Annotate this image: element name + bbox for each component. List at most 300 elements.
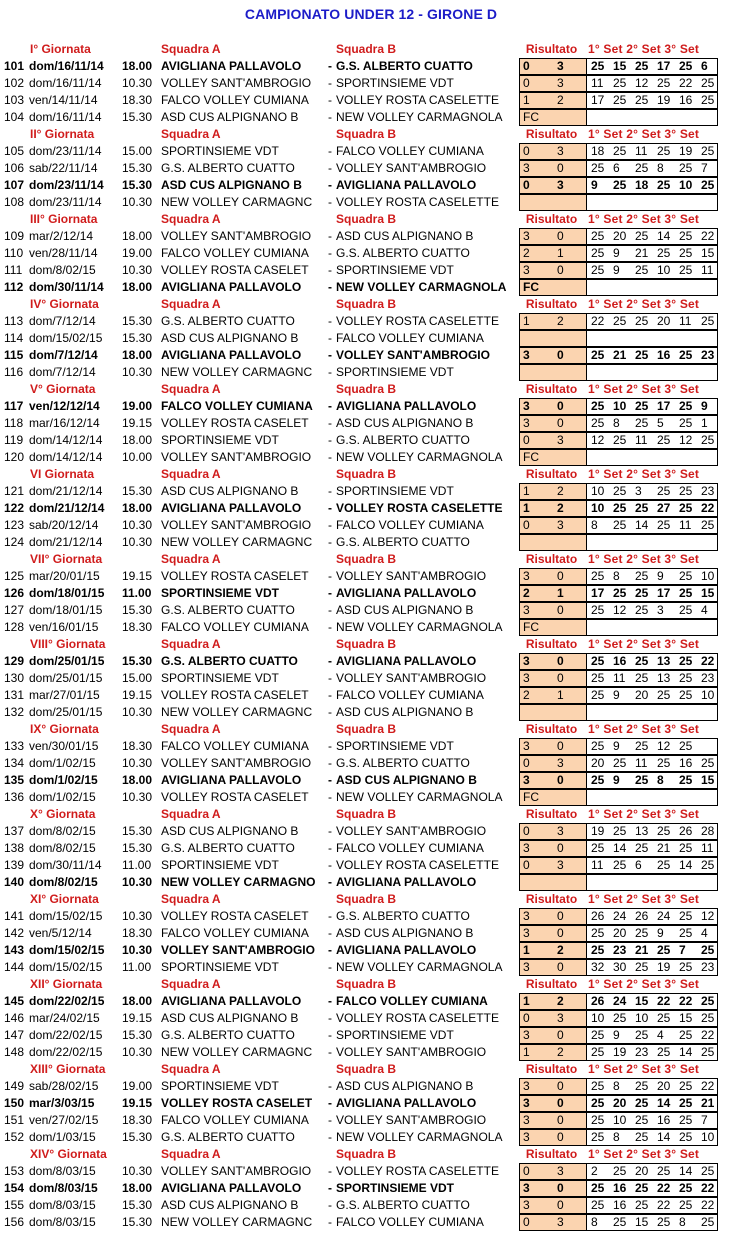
match-number: 118 [4,416,24,430]
set-score: 25 [591,246,605,260]
match-number: 146 [4,1011,25,1025]
match-date: dom/23/11/14 [29,178,104,192]
separator: - [328,824,332,838]
column-header-team-a: Squadra A [161,127,221,141]
set-score: 22 [701,1028,715,1042]
separator: - [328,263,332,277]
set-score: 25 [635,671,649,685]
match-number: 139 [4,858,25,872]
match-date: dom/30/11/14 [29,858,102,872]
match-number: 134 [4,756,25,770]
match-date: dom/8/03/15 [29,1181,98,1195]
match-number: 125 [4,569,25,583]
set-score: 10 [591,484,605,498]
set-score: 25 [657,858,671,872]
match-date: dom/21/12/14 [29,484,103,498]
match-date: sab/20/12/14 [29,518,99,532]
set-score: 3 [657,603,664,617]
column-header-team-a: Squadra A [161,382,221,396]
set-scores [586,279,718,296]
column-header-sets: 1° Set 2° Set 3° Set [588,467,700,481]
column-header-team-a: Squadra A [161,42,221,56]
team-a: VOLLEY ROSTA CASELET [161,909,309,923]
set-score: 25 [635,1028,649,1042]
set-score: 26 [635,909,649,923]
match-time: 10.30 [122,909,153,923]
set-score: 25 [591,1130,605,1144]
match-number: 114 [4,331,24,345]
set-score: 25 [679,603,693,617]
set-score: 25 [657,178,671,192]
team-a: ASD CUS ALPIGNANO B [161,824,299,838]
result-home: 0 [523,756,530,770]
result-home: 3 [523,1096,530,1110]
set-score: 26 [591,909,605,923]
set-score: 9 [657,569,664,583]
set-score: 22 [679,994,693,1008]
team-a: VOLLEY SANT'AMBROGIO [161,756,312,770]
team-a: VOLLEY SANT'AMBROGIO [161,76,312,90]
set-score: 22 [591,314,605,328]
set-score: 6 [635,858,642,872]
match-number: 113 [4,314,24,328]
match-time: 15.30 [122,331,153,345]
team-a: SPORTINSIEME VDT [161,586,280,600]
separator: - [328,654,332,668]
set-score: 25 [679,246,693,260]
set-score: 4 [701,926,708,940]
set-score: 25 [657,76,671,90]
team-b: VOLLEY SANT'AMBROGIO [336,1045,487,1059]
set-scores [586,330,718,347]
set-score: 15 [701,246,715,260]
result-cell [519,925,587,942]
column-header-team-a: Squadra A [161,297,221,311]
set-scores [586,398,718,415]
set-score: 25 [701,433,715,447]
set-score: 24 [657,909,671,923]
result-cell [519,1095,587,1112]
match-number: 142 [4,926,25,940]
set-scores [586,823,718,840]
set-score: 17 [591,93,605,107]
result-cell [519,109,587,126]
match-date: ven/28/11/14 [29,246,98,260]
set-score: 25 [679,161,693,175]
set-score: 25 [591,1079,605,1093]
team-b: NEW VOLLEY CARMAGNOLA [336,450,503,464]
set-score: 25 [679,586,693,600]
result-home: 0 [523,178,530,192]
set-scores [586,1214,718,1231]
set-scores [586,1180,718,1197]
set-score: 11 [635,433,648,447]
team-b: ASD CUS ALPIGNANO B [336,603,474,617]
separator: - [328,620,332,634]
match-time: 18.30 [122,926,153,940]
column-header-result: Risultato [525,1062,578,1076]
set-score: 25 [613,433,627,447]
set-score: 25 [635,926,649,940]
result-away: 3 [557,518,564,532]
match-number: 152 [4,1130,25,1144]
match-time: 19.00 [122,399,153,413]
set-scores [586,1095,718,1112]
result-cell [519,823,587,840]
separator: - [328,535,332,549]
set-score: 10 [701,688,715,702]
set-score: 8 [591,1215,598,1229]
set-score: 14 [657,229,671,243]
match-time: 15.30 [122,178,153,192]
set-score: 25 [613,76,627,90]
set-score: 25 [591,773,605,787]
set-score: 8 [591,518,598,532]
team-b: FALCO VOLLEY CUMIANA [336,688,484,702]
result-away: 1 [557,246,564,260]
team-b: VOLLEY ROSTA CASELETTE [336,858,499,872]
team-a: AVIGLIANA PALLAVOLO [161,501,302,515]
set-score: 16 [613,1198,627,1212]
separator: - [328,841,332,855]
set-scores [586,687,718,704]
set-score: 28 [701,824,715,838]
match-date: dom/23/11/14 [29,195,102,209]
set-scores [586,1078,718,1095]
team-a: SPORTINSIEME VDT [161,144,279,158]
result-home: 0 [523,144,530,158]
team-b: G.S. ALBERTO CUATTO [336,756,470,770]
set-score: 25 [635,1181,649,1195]
set-score: 25 [701,178,715,192]
set-score: 24 [613,994,627,1008]
set-score: 25 [591,1028,605,1042]
column-header-team-b: Squadra B [336,977,397,991]
result-away: 0 [557,416,564,430]
set-score: 23 [701,671,715,685]
result-away: 3 [557,76,564,90]
set-scores [586,653,718,670]
separator: - [328,314,332,328]
result-cell [519,959,587,976]
set-score: 14 [679,1164,693,1178]
set-score: 21 [635,246,649,260]
round-title: X° Giornata [30,807,96,821]
result-away: 2 [557,943,564,957]
result-cell [519,1044,587,1061]
set-score: 25 [701,1164,715,1178]
set-score: 23 [701,484,715,498]
team-a: VOLLEY SANT'AMBROGIO [161,518,312,532]
set-scores [586,993,718,1010]
team-a: ASD CUS ALPIGNANO B [161,110,299,124]
match-time: 15.30 [122,1198,153,1212]
set-score: 22 [657,1198,671,1212]
team-b: G.S. ALBERTO CUATTO [336,59,473,73]
set-score: 25 [591,569,605,583]
result-away: 0 [557,263,564,277]
match-date: dom/22/02/15 [29,994,105,1008]
set-score: 25 [657,1215,671,1229]
column-header-result: Risultato [525,637,578,651]
set-score: 25 [635,1130,649,1144]
match-number: 116 [4,365,24,379]
set-scores [586,415,718,432]
match-time: 19.00 [122,1079,153,1093]
separator: - [328,348,332,362]
match-date: dom/18/01/15 [29,586,105,600]
set-score: 25 [635,569,649,583]
set-score: 23 [701,960,715,974]
column-header-team-b: Squadra B [336,212,397,226]
set-score: 25 [679,1079,693,1093]
set-score: 11 [635,144,648,158]
set-score: 25 [613,756,627,770]
separator: - [328,93,332,107]
match-number: 150 [4,1096,25,1110]
match-date: mar/27/01/15 [29,688,100,702]
match-date: dom/25/01/15 [29,671,103,685]
match-time: 15.30 [122,841,153,855]
match-time: 15.00 [122,144,153,158]
result-cell [519,313,587,330]
set-score: 8 [613,1079,620,1093]
set-score: 25 [679,1198,693,1212]
set-score: 19 [657,93,671,107]
match-date: dom/16/11/14 [29,59,104,73]
set-score: 25 [679,348,693,362]
result-home: 2 [523,246,530,260]
set-score: 30 [613,960,627,974]
result-away: 3 [557,1164,564,1178]
team-a: G.S. ALBERTO CUATTO [161,1028,295,1042]
match-date: ven/27/02/15 [29,1113,99,1127]
separator: - [328,586,332,600]
team-b: SPORTINSIEME VDT [336,1028,454,1042]
set-score: 20 [591,756,605,770]
set-score: 12 [591,433,605,447]
set-score: 25 [679,739,693,753]
match-time: 19.15 [122,688,153,702]
result-away: 3 [557,144,564,158]
set-score: 26 [679,824,693,838]
match-time: 18.00 [122,994,153,1008]
set-score: 25 [635,739,649,753]
column-header-sets: 1° Set 2° Set 3° Set [588,1147,700,1161]
separator: - [328,110,332,124]
set-scores [586,704,718,721]
team-a: AVIGLIANA PALLAVOLO [161,1181,302,1195]
result-away: 0 [557,569,564,583]
round-title: XIV° Giornata [30,1147,107,1161]
result-home: 2 [523,688,530,702]
set-score: 25 [679,671,693,685]
separator: - [328,484,332,498]
match-time: 15.30 [122,110,153,124]
result-away: 0 [557,161,564,175]
match-time: 10.30 [122,263,153,277]
result-cell [519,942,587,959]
match-number: 108 [4,195,25,209]
result-away: 2 [557,994,564,1008]
result-home: FC [523,450,539,464]
column-header-team-a: Squadra A [161,977,221,991]
set-score: 25 [701,1215,715,1229]
set-scores [586,432,718,449]
round-title: III° Giornata [30,212,98,226]
result-away: 0 [557,348,564,362]
column-header-team-a: Squadra A [161,637,221,651]
result-away: 0 [557,1028,564,1042]
set-score: 32 [591,960,605,974]
result-cell [519,619,587,636]
team-b: SPORTINSIEME VDT [336,739,454,753]
separator: - [328,1045,332,1059]
set-scores [586,670,718,687]
match-date: mar/3/03/15 [29,1096,95,1110]
separator: - [328,569,332,583]
match-time: 18.30 [122,93,153,107]
set-score: 25 [679,569,693,583]
result-cell [519,857,587,874]
team-a: NEW VOLLEY CARMAGNC [161,1215,313,1229]
result-cell [519,194,587,211]
match-date: dom/15/02/15 [29,943,105,957]
result-away: 2 [557,314,564,328]
match-number: 147 [4,1028,25,1042]
separator: - [328,1198,332,1212]
result-cell [519,874,587,891]
separator: - [328,688,332,702]
team-b: VOLLEY SANT'AMBROGIO [336,671,487,685]
set-score: 13 [657,671,671,685]
set-score: 8 [613,569,620,583]
set-scores [586,364,718,381]
result-away: 2 [557,501,564,515]
result-home: 3 [523,1181,530,1195]
match-date: ven/5/12/14 [29,926,92,940]
set-score: 6 [701,59,708,73]
team-a: VOLLEY ROSTA CASELET [161,263,309,277]
separator: - [328,790,332,804]
team-a: FALCO VOLLEY CUMIANA [161,926,309,940]
set-scores [586,738,718,755]
set-score: 15 [613,59,627,73]
set-score: 15 [679,1011,693,1025]
set-score: 20 [635,1164,649,1178]
match-time: 11.00 [122,858,152,872]
separator: - [328,1130,332,1144]
column-header-sets: 1° Set 2° Set 3° Set [588,127,700,141]
set-score: 25 [679,59,693,73]
result-home: FC [523,280,539,294]
set-scores [586,1129,718,1146]
match-time: 18.00 [122,59,153,73]
match-date: dom/21/12/14 [29,535,103,549]
team-a: NEW VOLLEY CARMAGNO [161,875,316,889]
team-b: ASD CUS ALPIGNANO B [336,705,474,719]
result-home: 0 [523,1011,530,1025]
team-a: ASD CUS ALPIGNANO B [161,178,302,192]
set-scores [586,568,718,585]
team-b: G.S. ALBERTO CUATTO [336,535,470,549]
result-cell [519,330,587,347]
separator: - [328,603,332,617]
column-header-result: Risultato [525,807,578,821]
match-time: 19.15 [122,1011,153,1025]
team-a: G.S. ALBERTO CUATTO [161,161,295,175]
match-number: 126 [4,586,25,600]
result-cell [519,772,587,789]
result-cell [519,1129,587,1146]
match-number: 110 [4,246,24,260]
team-a: VOLLEY SANT'AMBROGIO [161,229,312,243]
match-date: dom/16/11/14 [29,76,102,90]
match-date: dom/1/02/15 [29,756,96,770]
set-score: 10 [591,1011,605,1025]
set-score: 17 [657,59,671,73]
set-score: 23 [613,943,627,957]
set-score: 12 [613,603,627,617]
result-home: 3 [523,926,530,940]
match-time: 18.00 [122,348,153,362]
set-score: 25 [591,59,605,73]
column-header-team-b: Squadra B [336,637,397,651]
column-header-team-b: Squadra B [336,892,397,906]
separator: - [328,858,332,872]
set-score: 11 [591,76,604,90]
result-home: 3 [523,671,530,685]
set-score: 25 [657,943,671,957]
round-title: XIII° Giornata [30,1062,106,1076]
team-b: VOLLEY ROSTA CASELETTE [336,1011,499,1025]
set-score: 25 [635,314,649,328]
set-score: 25 [701,994,715,1008]
result-cell [519,398,587,415]
set-scores [586,347,718,364]
result-away: 0 [557,1181,564,1195]
set-scores [586,874,718,891]
round-title: IX° Giornata [30,722,99,736]
set-score: 25 [679,1028,693,1042]
match-date: ven/14/11/14 [29,93,98,107]
set-scores [586,959,718,976]
set-score: 24 [613,909,627,923]
column-header-sets: 1° Set 2° Set 3° Set [588,1062,700,1076]
set-score: 2 [591,1164,598,1178]
result-cell [519,1197,587,1214]
team-b: VOLLEY SANT'AMBROGIO [336,824,487,838]
set-score: 13 [635,824,649,838]
set-score: 25 [591,603,605,617]
set-scores [586,755,718,772]
match-number: 156 [4,1215,25,1229]
column-header-result: Risultato [525,552,578,566]
column-header-result: Risultato [525,127,578,141]
set-score: 15 [701,773,715,787]
set-score: 23 [701,348,715,362]
column-header-team-b: Squadra B [336,552,397,566]
set-score: 11 [635,756,648,770]
set-score: 25 [613,93,627,107]
team-a: FALCO VOLLEY CUMIANA [161,1113,309,1127]
match-date: dom/8/02/15 [29,263,96,277]
set-scores [586,262,718,279]
set-score: 7 [679,943,686,957]
set-scores [586,857,718,874]
team-a: VOLLEY ROSTA CASELET [161,416,309,430]
set-scores [586,58,718,75]
